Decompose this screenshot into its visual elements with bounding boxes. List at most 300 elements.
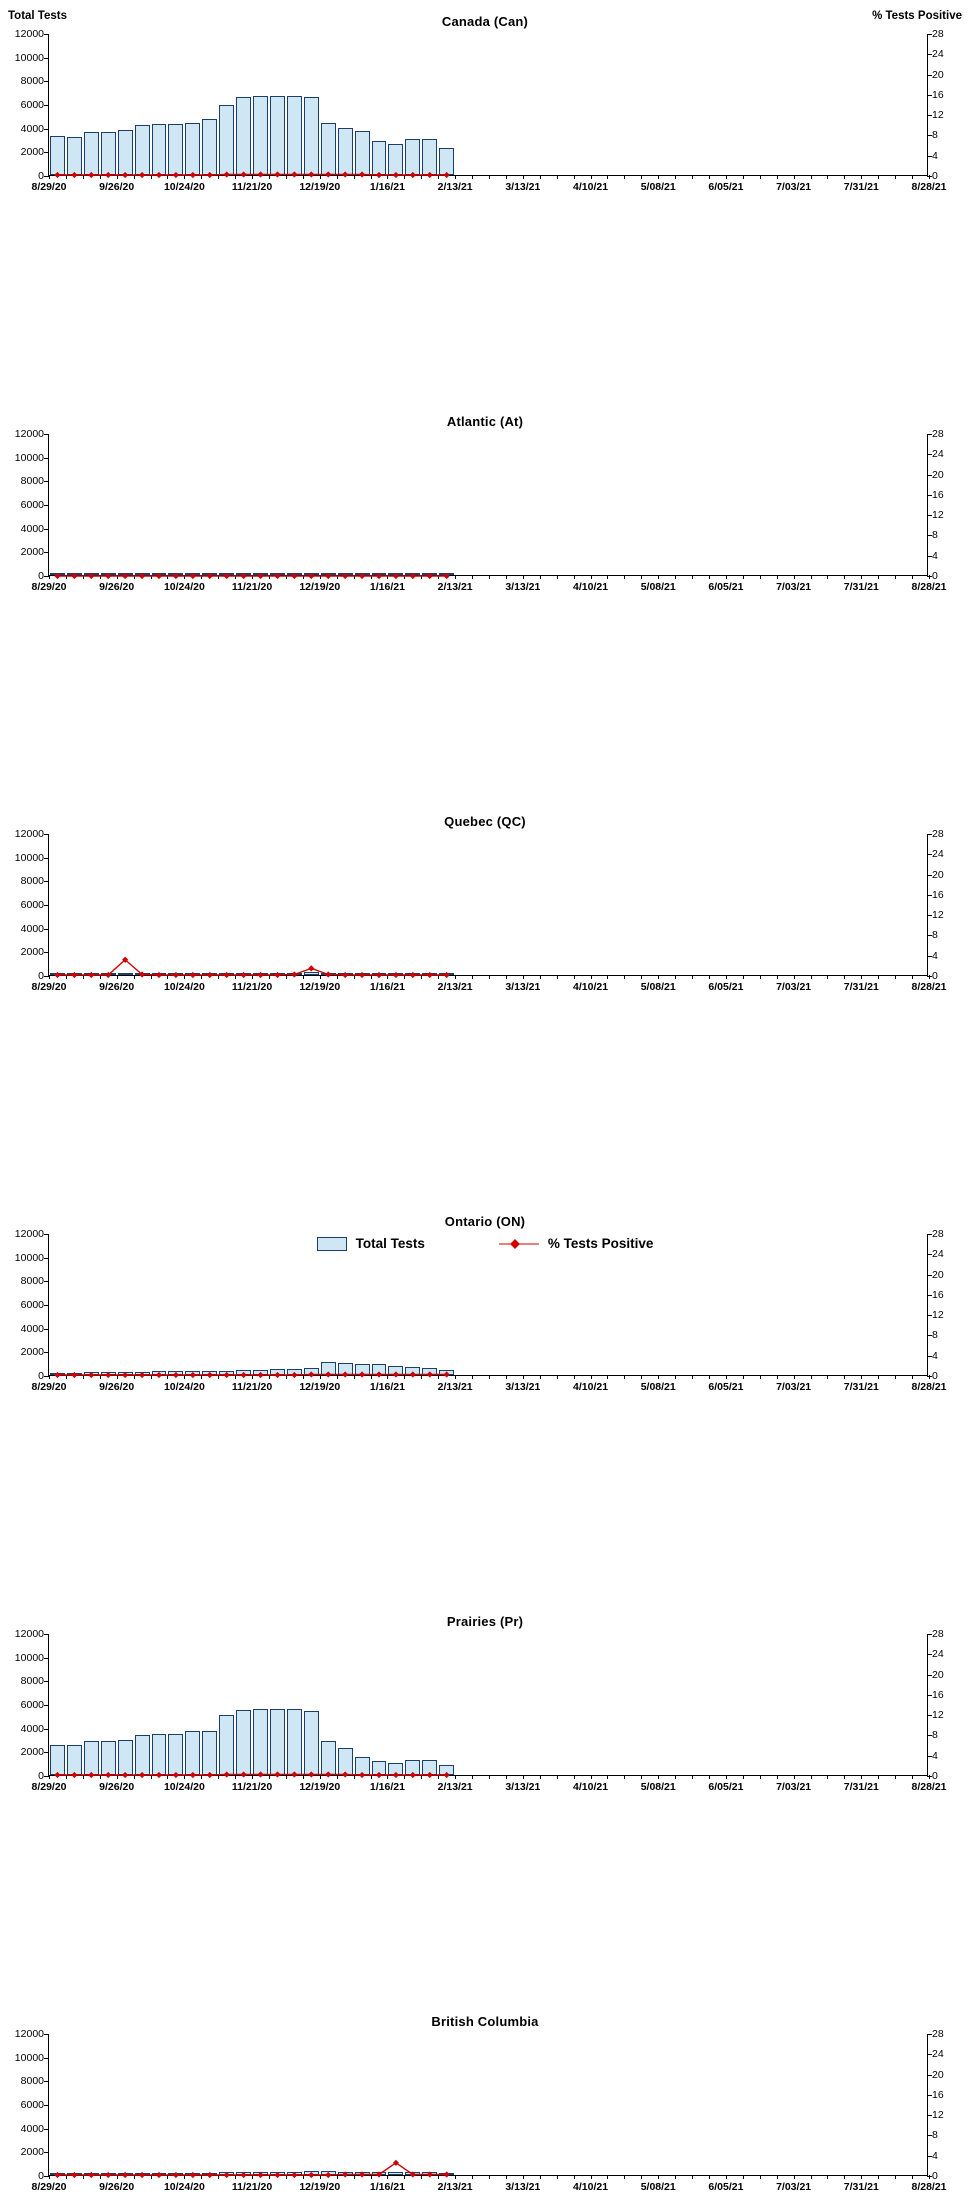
line-marker [139, 1372, 145, 1378]
x-axis-tick-label: 3/13/21 [505, 581, 541, 593]
y-axis-right-tick-label: 16 [932, 888, 944, 901]
x-axis-tick-label: 8/29/20 [31, 1781, 67, 1793]
line-marker [88, 573, 94, 579]
x-axis-tick-label: 9/26/20 [99, 981, 135, 993]
line-marker [88, 1372, 94, 1378]
line-marker [359, 1371, 365, 1377]
line-marker [410, 573, 416, 579]
line-marker [139, 2172, 145, 2178]
y-axis-right-tick-label: 16 [932, 1688, 944, 1701]
x-axis-tick-label: 11/21/20 [231, 1781, 273, 1793]
y-axis-left-tick-label: 8000 [20, 875, 44, 888]
x-axis-tick-label: 7/03/21 [776, 1781, 812, 1793]
y-axis-left-tick-label: 12000 [14, 28, 44, 40]
y-axis-right-tick-label: 4 [932, 2149, 938, 2162]
x-axis-tick-label: 2/13/21 [437, 1381, 473, 1393]
y-axis-right-tick-label: 24 [932, 448, 944, 461]
y-axis-right-tick-label: 28 [932, 2028, 944, 2040]
line-path [57, 960, 446, 975]
line-marker [139, 172, 145, 178]
y-axis-right-tick-label: 12 [932, 2109, 944, 2122]
x-axis-tick-label: 6/05/21 [708, 581, 744, 593]
x-axis-tick-label: 11/21/20 [231, 2181, 273, 2193]
y-axis-left-tick-label: 10000 [14, 451, 44, 464]
line-marker [325, 1371, 331, 1377]
x-axis-tick-label: 6/05/21 [708, 1781, 744, 1793]
y-axis-right-tick-label: 20 [932, 68, 944, 81]
percent-positive-line-series [49, 834, 929, 976]
line-marker [122, 172, 128, 178]
line-marker [54, 1372, 60, 1378]
percent-positive-line-series [49, 434, 929, 576]
line-marker [291, 1372, 297, 1378]
y-axis-left-tick-label: 0 [38, 570, 44, 582]
x-axis-tick-label: 1/16/21 [369, 981, 405, 993]
y-axis-right-tick-label: 16 [932, 1288, 944, 1301]
line-marker [342, 972, 348, 978]
y-axis-right-tick-label: 8 [932, 929, 938, 942]
x-axis-tick-label: 2/13/21 [437, 981, 473, 993]
line-path [57, 174, 446, 175]
y-axis-right-tick-label: 20 [932, 1668, 944, 1681]
panel-title: Prairies (Pr) [446, 1614, 524, 1629]
line-marker [241, 972, 247, 978]
line-marker [257, 1771, 263, 1777]
x-axis-tick-label: 10/24/20 [163, 581, 205, 593]
y-axis-right-tick-label: 4 [932, 149, 938, 162]
y-axis-left-tick-label: 4000 [20, 2122, 44, 2135]
line-swatch-icon [499, 1239, 539, 1249]
x-axis-tick-label: 7/31/21 [843, 181, 879, 193]
line-marker [156, 172, 162, 178]
x-axis-tick-label: 5/08/21 [640, 581, 676, 593]
line-marker [274, 2172, 280, 2178]
y-axis-right-tick-label: 12 [932, 1309, 944, 1322]
line-marker [444, 172, 450, 178]
y-axis-left-tick-label: 2000 [20, 2146, 44, 2159]
y-axis-left-tick-label: 10000 [14, 851, 44, 864]
x-axis-tick-label: 3/13/21 [505, 181, 541, 193]
x-axis-tick-label: 12/19/20 [299, 181, 341, 193]
line-marker [359, 573, 365, 579]
chart-panel [0, 400, 970, 600]
x-axis-tick-label: 7/31/21 [843, 1781, 879, 1793]
panel-title: Canada (Can) [441, 14, 529, 29]
y-axis-left-tick-label: 0 [38, 170, 44, 182]
line-marker [427, 1371, 433, 1377]
line-marker [105, 1372, 111, 1378]
x-axis-tick-label: 7/31/21 [843, 981, 879, 993]
y-axis-right-tick-label: 0 [932, 1770, 938, 1782]
y-axis-left-tick-label: 2000 [20, 546, 44, 559]
y-axis-left-tick-label: 8000 [20, 1675, 44, 1688]
line-marker [393, 172, 399, 178]
x-axis-tick-label: 6/05/21 [708, 1381, 744, 1393]
line-marker [190, 1772, 196, 1778]
percent-positive-line-series [49, 1234, 929, 1376]
x-axis-tick-label: 6/05/21 [708, 2181, 744, 2193]
y-axis-left-tick-label: 4000 [20, 1722, 44, 1735]
x-axis-tick-label: 12/19/20 [299, 2181, 341, 2193]
chart-panel [0, 0, 970, 200]
line-marker [105, 1772, 111, 1778]
x-axis-tick-label: 12/19/20 [299, 1381, 341, 1393]
bar-swatch-icon [317, 1237, 347, 1251]
x-axis-tick-label: 3/13/21 [505, 1381, 541, 1393]
line-marker [224, 573, 230, 579]
y-axis-left-tick-label: 0 [38, 970, 44, 982]
line-marker [410, 972, 416, 978]
line-marker [325, 2172, 331, 2178]
y-axis-right-tick-label: 4 [932, 949, 938, 962]
plot-area [14, 428, 947, 593]
x-axis-tick-label: 11/21/20 [231, 181, 273, 193]
line-marker [241, 1771, 247, 1777]
line-marker [122, 573, 128, 579]
x-axis-tick-label: 8/28/21 [911, 1781, 947, 1793]
panel-title: Ontario (ON) [444, 1214, 526, 1229]
x-axis-tick-label: 3/13/21 [505, 2181, 541, 2193]
y-axis-left-tick-label: 12000 [14, 428, 44, 440]
line-marker [139, 1772, 145, 1778]
x-axis-tick-label: 2/13/21 [437, 1781, 473, 1793]
x-axis-tick-label: 12/19/20 [299, 1781, 341, 1793]
x-axis-tick [929, 2175, 930, 2179]
panel-title: British Columbia [431, 2014, 539, 2029]
line-marker [325, 171, 331, 177]
line-marker [427, 1772, 433, 1778]
y-axis-left-tick-label: 10000 [14, 2051, 44, 2064]
line-marker [257, 573, 263, 579]
line-marker [190, 172, 196, 178]
line-marker [444, 972, 450, 978]
x-axis-tick-label: 1/16/21 [369, 1381, 405, 1393]
y-axis-right-tick-label: 16 [932, 88, 944, 101]
y-axis-right-tick-label: 4 [932, 549, 938, 562]
y-axis-left-tick-label: 2000 [20, 1746, 44, 1759]
x-axis-tick-label: 5/08/21 [640, 1781, 676, 1793]
line-path [57, 1774, 446, 1775]
y-axis-right-tick-label: 12 [932, 909, 944, 922]
y-axis-right-tick-label: 20 [932, 2068, 944, 2081]
legend-label-total-tests: Total Tests [355, 1236, 425, 1251]
line-marker [105, 172, 111, 178]
x-axis-tick-label: 10/24/20 [163, 981, 205, 993]
y-axis-right-tick-label: 8 [932, 2129, 938, 2142]
y-axis-left-tick-label: 2000 [20, 1346, 44, 1359]
chart-panel [0, 800, 970, 1000]
line-marker [393, 972, 399, 978]
plot-area [14, 828, 947, 993]
line-marker [257, 2172, 263, 2178]
line-marker [122, 1372, 128, 1378]
line-marker [342, 171, 348, 177]
line-marker [156, 1772, 162, 1778]
y-axis-left-tick-label: 12000 [14, 828, 44, 840]
line-marker [71, 1772, 77, 1778]
line-marker [139, 573, 145, 579]
x-axis-tick-label: 5/08/21 [640, 981, 676, 993]
line-marker [241, 2172, 247, 2178]
line-marker [342, 573, 348, 579]
x-axis-tick-label: 11/21/20 [231, 581, 273, 593]
percent-positive-line-series [49, 2034, 929, 2176]
line-marker [427, 573, 433, 579]
line-marker [257, 972, 263, 978]
x-axis-tick-label: 8/29/20 [31, 981, 67, 993]
plot-area [14, 2028, 947, 2193]
percent-positive-line-series [49, 1634, 929, 1776]
y-axis-left-tick-label: 6000 [20, 899, 44, 911]
y-axis-right-tick-label: 12 [932, 109, 944, 122]
line-marker [207, 1372, 213, 1378]
x-axis-tick-label: 1/16/21 [369, 581, 405, 593]
x-axis-tick-label: 8/29/20 [31, 1381, 67, 1393]
line-marker [71, 1372, 77, 1378]
x-axis-tick-label: 7/03/21 [776, 581, 812, 593]
line-marker [88, 2172, 94, 2178]
y-axis-left-tick-label: 2000 [20, 946, 44, 959]
x-axis-tick-label: 4/10/21 [573, 581, 609, 593]
panel-title: Quebec (QC) [444, 814, 526, 829]
x-axis-tick-label: 1/16/21 [369, 1781, 405, 1793]
line-marker [122, 2172, 128, 2178]
line-marker [308, 573, 314, 579]
line-marker [291, 573, 297, 579]
y-axis-left-tick-label: 8000 [20, 1275, 44, 1288]
line-marker [54, 172, 60, 178]
y-axis-right-tick-label: 0 [932, 970, 938, 982]
line-marker [207, 2172, 213, 2178]
y-axis-right-tick-label: 28 [932, 1628, 944, 1640]
line-marker [393, 573, 399, 579]
panel-title: Atlantic (At) [446, 414, 524, 429]
y-axis-right-tick-label: 16 [932, 488, 944, 501]
line-marker [224, 1771, 230, 1777]
y-axis-right-tick-label: 0 [932, 570, 938, 582]
chart-panel [0, 2000, 970, 2200]
x-axis-tick-label: 10/24/20 [163, 2181, 205, 2193]
line-marker [359, 1772, 365, 1778]
x-axis-tick-label: 8/28/21 [911, 981, 947, 993]
line-marker [427, 172, 433, 178]
line-marker [274, 1372, 280, 1378]
line-marker [427, 2171, 433, 2177]
x-axis-tick-label: 9/26/20 [99, 2181, 135, 2193]
x-axis-tick-label: 9/26/20 [99, 581, 135, 593]
line-marker [105, 2172, 111, 2178]
x-axis-tick-label: 9/26/20 [99, 1381, 135, 1393]
line-marker [207, 172, 213, 178]
line-marker [241, 171, 247, 177]
line-marker [224, 1372, 230, 1378]
line-marker [308, 965, 314, 971]
right-axis-title: % Tests Positive [872, 10, 962, 22]
line-marker [308, 171, 314, 177]
line-marker [88, 172, 94, 178]
x-axis-tick-label: 7/31/21 [843, 581, 879, 593]
x-axis-tick-label: 5/08/21 [640, 2181, 676, 2193]
x-axis-tick-label: 4/10/21 [573, 2181, 609, 2193]
x-axis-tick-label: 2/13/21 [437, 2181, 473, 2193]
y-axis-right-tick-label: 12 [932, 509, 944, 522]
y-axis-left-tick-label: 4000 [20, 122, 44, 135]
x-axis-tick-label: 2/13/21 [437, 581, 473, 593]
y-axis-right-tick-label: 28 [932, 1228, 944, 1240]
x-axis-tick [929, 575, 930, 579]
x-axis-tick-label: 7/31/21 [843, 1381, 879, 1393]
line-marker [173, 2172, 179, 2178]
y-axis-left-tick-label: 8000 [20, 2075, 44, 2088]
y-axis-left-tick-label: 6000 [20, 1299, 44, 1311]
line-marker [257, 1372, 263, 1378]
plot-area [14, 1228, 947, 1393]
x-axis-tick-label: 8/28/21 [911, 2181, 947, 2193]
line-marker [325, 1771, 331, 1777]
line-marker [241, 1372, 247, 1378]
line-marker [359, 2171, 365, 2177]
x-axis-tick-label: 11/21/20 [231, 981, 273, 993]
y-axis-left-tick-label: 10000 [14, 1251, 44, 1264]
line-marker [376, 1772, 382, 1778]
y-axis-left-tick-label: 6000 [20, 1699, 44, 1711]
line-marker [241, 573, 247, 579]
line-marker [173, 172, 179, 178]
y-axis-right-tick-label: 8 [932, 1329, 938, 1342]
line-marker [190, 2172, 196, 2178]
y-axis-right-tick-label: 0 [932, 1370, 938, 1382]
line-marker [54, 573, 60, 579]
x-axis-tick-label: 6/05/21 [708, 181, 744, 193]
plot-area [14, 28, 947, 193]
line-marker [444, 1772, 450, 1778]
line-marker [291, 1771, 297, 1777]
line-marker [308, 1371, 314, 1377]
y-axis-right-tick-label: 0 [932, 170, 938, 182]
x-axis-tick-label: 7/03/21 [776, 1381, 812, 1393]
x-axis-tick-label: 4/10/21 [573, 1781, 609, 1793]
line-marker [291, 2172, 297, 2178]
x-axis-tick-label: 2/13/21 [437, 181, 473, 193]
x-axis-tick-label: 4/10/21 [573, 181, 609, 193]
x-axis-tick [929, 1775, 930, 1779]
y-axis-right-tick-label: 24 [932, 848, 944, 861]
y-axis-left-tick-label: 6000 [20, 499, 44, 511]
y-axis-right-tick-label: 24 [932, 48, 944, 61]
line-marker [376, 972, 382, 978]
x-axis-tick [929, 1375, 930, 1379]
x-axis-tick-label: 12/19/20 [299, 581, 341, 593]
line-path [57, 1374, 446, 1375]
x-axis-tick-label: 4/10/21 [573, 1381, 609, 1393]
y-axis-left-tick-label: 10000 [14, 51, 44, 64]
line-marker [207, 972, 213, 978]
y-axis-right-tick-label: 8 [932, 129, 938, 142]
y-axis-left-tick-label: 6000 [20, 99, 44, 111]
y-axis-right-tick-label: 24 [932, 1648, 944, 1661]
line-marker [410, 1772, 416, 1778]
y-axis-left-tick-label: 12000 [14, 2028, 44, 2040]
line-marker [342, 1371, 348, 1377]
line-marker [156, 1372, 162, 1378]
y-axis-left-tick-label: 2000 [20, 146, 44, 159]
y-axis-right-tick-label: 4 [932, 1749, 938, 1762]
line-marker [54, 1772, 60, 1778]
line-marker [274, 972, 280, 978]
y-axis-right-tick-label: 8 [932, 529, 938, 542]
line-marker [376, 172, 382, 178]
line-marker [393, 1371, 399, 1377]
y-axis-right-tick-label: 12 [932, 1709, 944, 1722]
x-axis-tick-label: 4/10/21 [573, 981, 609, 993]
line-marker [342, 1771, 348, 1777]
y-axis-right-tick-label: 20 [932, 1268, 944, 1281]
legend-item-percent-positive [499, 1236, 654, 1251]
x-axis-tick-label: 3/13/21 [505, 1781, 541, 1793]
line-marker [410, 1371, 416, 1377]
line-marker [88, 1772, 94, 1778]
line-marker [308, 1771, 314, 1777]
line-marker [224, 2172, 230, 2178]
line-marker [207, 1772, 213, 1778]
line-marker [190, 573, 196, 579]
x-axis-tick-label: 8/29/20 [31, 181, 67, 193]
line-marker [173, 573, 179, 579]
line-marker [410, 172, 416, 178]
y-axis-right-tick-label: 24 [932, 1248, 944, 1261]
line-marker [274, 171, 280, 177]
line-marker [325, 971, 331, 977]
y-axis-right-tick-label: 28 [932, 28, 944, 40]
line-marker [274, 1771, 280, 1777]
x-axis-tick-label: 11/21/20 [231, 1381, 273, 1393]
chart-panel [0, 1600, 970, 1800]
y-axis-left-tick-label: 6000 [20, 2099, 44, 2111]
line-marker [342, 2171, 348, 2177]
y-axis-left-tick-label: 10000 [14, 1651, 44, 1664]
line-marker [71, 573, 77, 579]
y-axis-right-tick-label: 28 [932, 828, 944, 840]
x-axis-tick-label: 5/08/21 [640, 1381, 676, 1393]
legend-label-percent-positive: % Tests Positive [547, 1236, 654, 1251]
line-marker [257, 171, 263, 177]
line-marker [71, 972, 77, 978]
legend-item-total-tests [317, 1236, 425, 1251]
line-marker [444, 573, 450, 579]
line-marker [393, 1772, 399, 1778]
line-marker [173, 1372, 179, 1378]
line-marker [122, 1772, 128, 1778]
line-marker [54, 972, 60, 978]
x-axis-tick-label: 7/03/21 [776, 981, 812, 993]
chart-legend [0, 1236, 970, 1251]
x-axis-tick-label: 12/19/20 [299, 981, 341, 993]
line-marker [444, 1371, 450, 1377]
line-marker [224, 171, 230, 177]
line-marker [224, 972, 230, 978]
line-marker [54, 2172, 60, 2178]
x-axis-tick-label: 8/29/20 [31, 2181, 67, 2193]
y-axis-left-tick-label: 0 [38, 1770, 44, 1782]
x-axis-tick-label: 10/24/20 [163, 1381, 205, 1393]
x-axis-tick-label: 10/24/20 [163, 181, 205, 193]
x-axis-tick-label: 8/29/20 [31, 581, 67, 593]
x-axis-tick-label: 5/08/21 [640, 181, 676, 193]
x-axis-tick-label: 3/13/21 [505, 981, 541, 993]
x-axis-tick-label: 8/28/21 [911, 581, 947, 593]
line-marker [190, 972, 196, 978]
y-axis-left-tick-label: 4000 [20, 522, 44, 535]
